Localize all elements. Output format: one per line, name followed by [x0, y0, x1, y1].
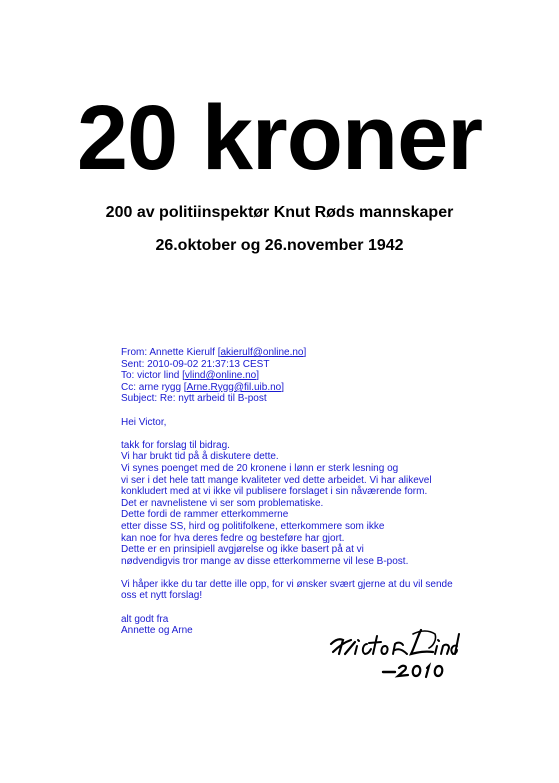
email-closing-line: oss et nytt forslag!	[121, 590, 203, 602]
email-body-line: konkludert med at vi ikke vil publisere forslaget i sin nåværende form.	[121, 486, 428, 498]
subtitle: 200 av politiinspektør Knut Røds mannskaper	[105, 204, 454, 221]
email-sent-line: Sent: 2010-09-02 21:37:13 CEST	[121, 358, 270, 370]
email-quote	[121, 347, 541, 637]
email-body-line: Vi synes poenget med de 20 kronene i lønn er sterk lesning og	[121, 462, 399, 474]
email-signoff-line: alt godt fra	[121, 613, 169, 625]
email-body-line: etter disse SS, hird og politifolkene, etterkommere som ikke	[121, 520, 385, 532]
email-body-line: nødvendigvis tror mange av disse etterkommerne vil lese B-post.	[121, 555, 409, 567]
email-body-line: kan noe for hva deres fedre og besteføre har gjort.	[121, 532, 345, 544]
email-subject-line: Subject: Re: nytt arbeid til B-post	[121, 393, 267, 405]
email-signoff-line: Annette og Arne	[121, 625, 193, 637]
email-body-line: Det er navnelistene vi ser som problematiske.	[121, 497, 324, 509]
email-body-line: Dette er en prinsipiell avgjørelse og ikke basert på at vi	[121, 544, 364, 556]
email-cc-line: Cc: arne rygg [Arne.Rygg@fil.uib.no]	[121, 381, 285, 393]
email-body-line: Vi har brukt tid på å diskutere dette.	[121, 451, 279, 463]
email-from-line: From: Annette Kierulf [akierulf@online.no]	[121, 347, 307, 358]
email-closing-line: Vi håper ikke du tar dette ille opp, for vi ønsker svært gjerne at du vil sende	[121, 578, 453, 590]
page-title: 20 kroner	[76, 87, 483, 189]
handwritten-signature	[325, 624, 465, 686]
email-to-line: To: victor lind [vlind@online.no]	[121, 370, 260, 382]
email-greeting: Hei Victor,	[121, 416, 167, 428]
email-body-line: Dette fordi de rammer etterkommerne	[121, 509, 289, 521]
email-body-line: vi ser i det hele tatt mange kvaliteter ved dette arbeidet. Vi har alikevel	[121, 474, 432, 486]
dates-heading: 26.oktober og 26.november 1942	[155, 237, 404, 254]
from-email-link[interactable]: akierulf@online.no	[220, 347, 304, 358]
email-body-line: takk for forslag til bidrag.	[121, 439, 230, 451]
cc-email-link[interactable]: Arne.Rygg@fil.uib.no	[186, 381, 282, 393]
to-email-link[interactable]: vlind@online.no	[184, 370, 257, 382]
